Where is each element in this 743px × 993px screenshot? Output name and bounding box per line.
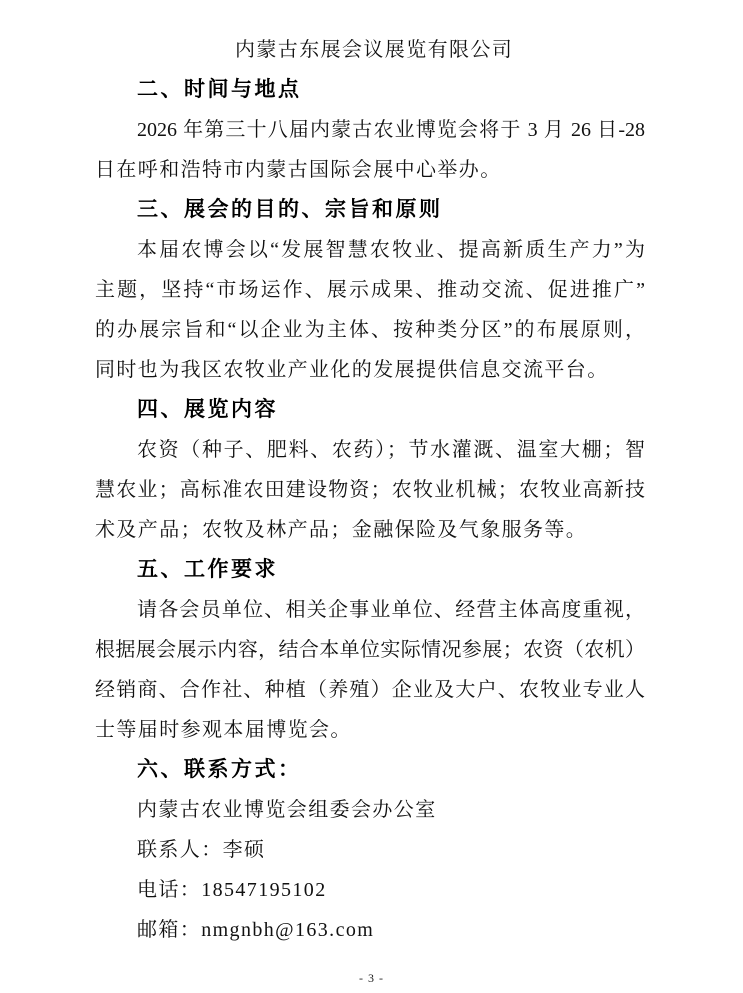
section-heading-3-purpose: 三、展会的目的、宗旨和原则 (137, 198, 443, 221)
contact-line-office: 内蒙古农业博览会组委会办公室 (137, 799, 437, 821)
body-line: 术及产品；农牧及林产品；金融保险及气象服务等。 (95, 519, 588, 541)
body-line: 本届农博会以“发展智慧农牧业、提高新质生产力”为 (137, 239, 645, 261)
body-line: 农资（种子、肥料、农药）；节水灌溉、温室大棚；智 (137, 439, 645, 461)
section-heading-6-contact: 六、联系方式： (137, 758, 302, 781)
body-line: 士等届时参观本届博览会。 (95, 719, 352, 741)
body-line: 同时也为我区农牧业产业化的发展提供信息交流平台。 (95, 359, 609, 381)
contact-line-email: 邮箱：nmgnbh@163.com (137, 919, 375, 941)
body-line: 日在呼和浩特市内蒙古国际会展中心举办。 (95, 159, 502, 181)
page-number: - 3 - (359, 971, 384, 985)
contact-line-person: 联系人：李硕 (137, 839, 266, 861)
body-line: 请各会员单位、相关企事业单位、经营主体高度重视， (137, 599, 645, 621)
body-line: 的办展宗旨和“以企业为主体、按种类分区”的布展原则， (95, 319, 645, 341)
body-line: 根据展会展示内容，结合本单位实际情况参展；农资（农机） (95, 639, 645, 661)
contact-line-phone: 电话：18547195102 (137, 879, 327, 901)
body-line: 主题，坚持“市场运作、展示成果、推动交流、促进推广” (95, 279, 645, 301)
section-heading-4-exhibit-content: 四、展览内容 (137, 398, 278, 421)
document-body (95, 30, 645, 950)
continuation-line-company-name: 内蒙古东展会议展览有限公司 (235, 39, 514, 61)
section-heading-5-work-requirements: 五、工作要求 (137, 558, 278, 581)
section-heading-2-time-location: 二、时间与地点 (137, 78, 302, 101)
body-line: 2026 年第三十八届内蒙古农业博览会将于 3 月 26 日-28 (137, 119, 645, 141)
body-line: 经销商、合作社、种植（养殖）企业及大户、农牧业专业人 (95, 679, 645, 701)
body-line: 慧农业；高标准农田建设物资；农牧业机械；农牧业高新技 (95, 479, 645, 501)
